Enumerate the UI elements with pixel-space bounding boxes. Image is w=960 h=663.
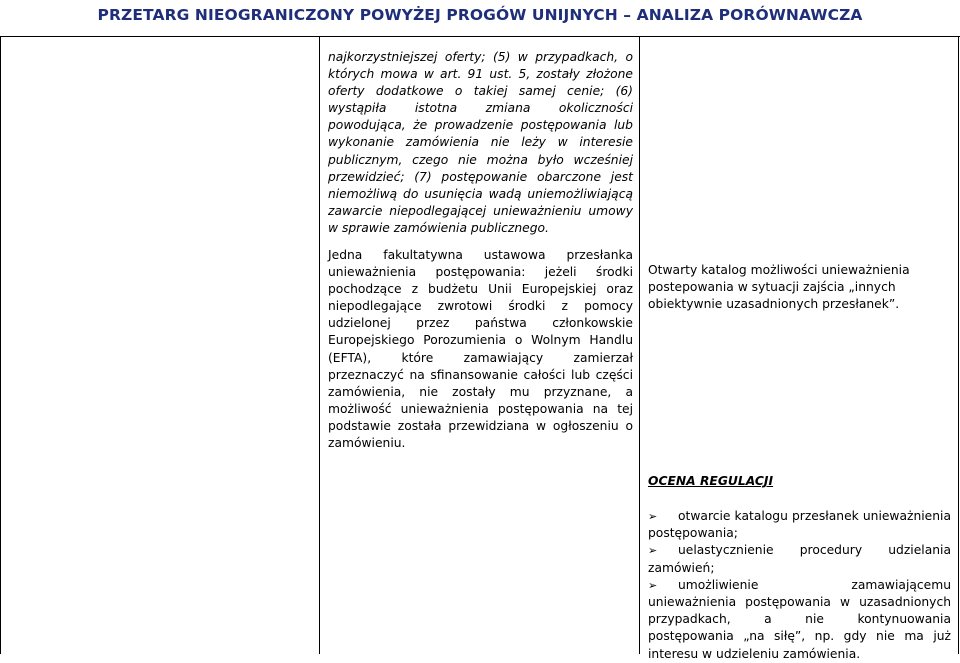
comparison-table: [0, 36, 960, 661]
optional-ground-text: Jedna fakultatywna ustawowa przesłanka unieważnienia postępowania: jeżeli środki pochodzące z budżetu Unii Europejskiej oraz niepodlegające zwrotowi środki z pomocy udzielonej przez państwa członkowskie Europejskiego Porozumienia o Wolnym Handlu (EFTA), które zamawiający zamierzał przeznaczyć na sfinansowanie całości lub części zamówienia, nie zostały mu przyznane, a możliwość unieważnienia postępowania na tej podstawie została przewidziana w ogłoszeniu o zamówieniu.: [328, 248, 633, 451]
legacy-grounds-text: najkorzystniejszej oferty; (5) w przypadkach, o których mowa w art. 91 ust. 5, zostały złożone oferty dodatkowe o takiej samej cenie; (6) wystąpiła istotna zmiana okoliczności powodująca, że prowadzenie postępowania lub wykonanie zamówienia nie leży w interesie publicznym, czego nie można było wcześniej przewidzieć; (7) postępowanie obarczone jest niemożliwą do usunięcia wadą uniemożliwiającą zawarcie niepodlegającej unieważnieniu umowy w sprawie zamówienia publicznego.: [328, 50, 633, 235]
bullet-text: otwarcie katalogu przesłanek unieważnienia postępowania;: [648, 509, 951, 541]
arrow-bullet-icon: ➢: [648, 544, 658, 558]
table-border-right: [958, 36, 959, 654]
list-item: [648, 577, 951, 663]
list-item: [648, 542, 951, 576]
arrow-bullet-icon: ➢: [648, 510, 658, 523]
ocena-regulacji-heading: OCENA REGULACJI: [648, 474, 774, 488]
bullet-text: uelastycznienie procedury udzielania zamówień;: [648, 543, 951, 575]
table-border-col2: [639, 36, 640, 654]
arrow-bullet-icon: ➢: [648, 578, 658, 592]
page-header-title: PRZETARG NIEOGRANICZONY POWYŻEJ PROGÓW UNIJNYCH – ANALIZA PORÓWNAWCZA: [97, 6, 863, 24]
table-border-top: [0, 36, 960, 37]
bullet-text: umożliwienie zamawiającemu unieważnienia postępowania w uzasadnionych przypadkach, a nie kontynuowania postępowania „na siłę”, np. gdy nie ma już interesu w udzieleniu zamówienia.: [648, 577, 951, 661]
table-border-left: [0, 36, 1, 654]
table-border-col1: [319, 36, 320, 654]
ocena-bullet-list: [648, 508, 951, 663]
list-item: [648, 508, 951, 542]
open-catalog-text: Otwarty katalog możliwości unieważnienia postepowania w sytuacji zajścia „innych obiektywnie uzasadnionych przesłanek”.: [648, 263, 910, 312]
